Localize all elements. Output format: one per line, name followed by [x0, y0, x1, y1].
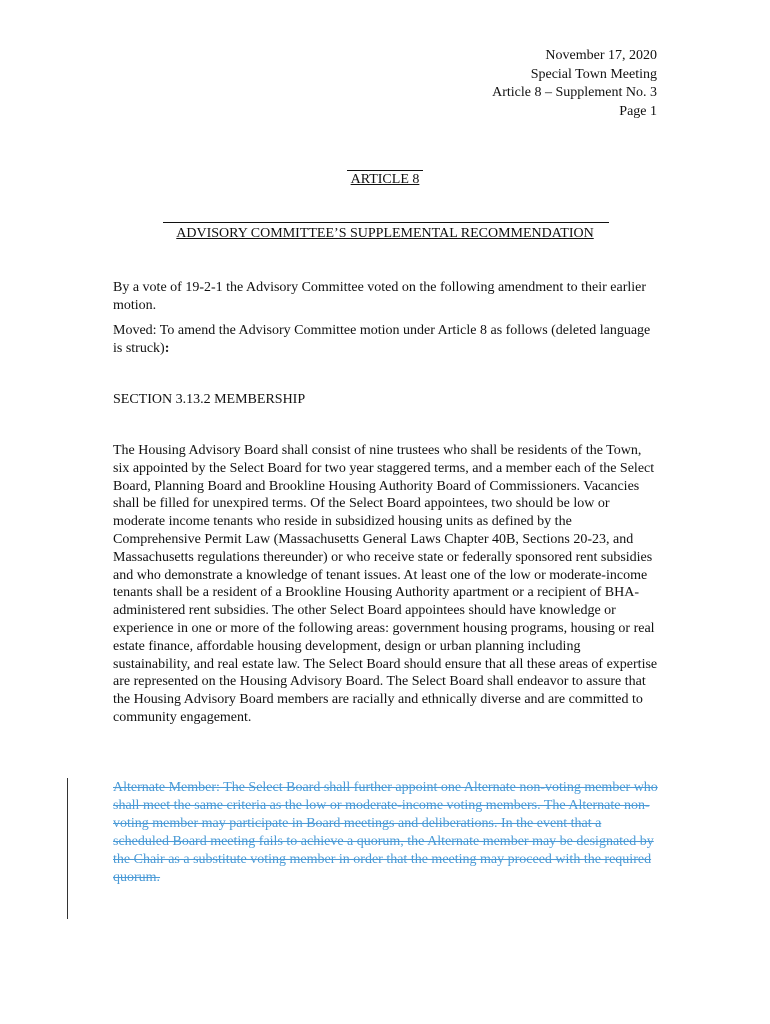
struck-paragraph: Alternate Member: The Select Board shall further appoint one Alternate non-voting member who shall meet the same criteria as the low or moderate-income voting members. The Alternate non-voting member may participate in Board meetings and deliberations. In the event that a scheduled Board meeting fails to achieve a quorum, the Alternate member may be designated by the Chair as a substitute voting member in order that the meeting may proceed with the required quorum.: [113, 780, 658, 885]
recommendation-title: ADVISORY COMMITTEE’S SUPPLEMENTAL RECOMMENDATION: [176, 226, 594, 241]
recommendation-title-rule: [163, 222, 609, 223]
change-bar: [67, 778, 68, 919]
article-title: ARTICLE 8: [350, 172, 420, 187]
moved-paragraph: [113, 322, 658, 358]
article-title-rule: [347, 170, 423, 171]
header-supplement: Article 8 – Supplement No. 3: [492, 85, 657, 100]
vote-paragraph: By a vote of 19-2-1 the Advisory Committee voted on the following amendment to their earlier motion.: [113, 280, 647, 313]
header-date: November 17, 2020: [545, 48, 657, 63]
membership-paragraph: The Housing Advisory Board shall consist of nine trustees who shall be residents of the Town, six appointed by the Select Board for two year staggered terms, and a member each of the Select Board, Planning Board and Brookline Housing Authority Board of Commissioners. Vacancies shall be filled for unexpired terms. Of the Select Board appointees, two should be low or moderate income tenants who reside in subsidized housing units as defined by the Comprehensive Permit Law (Massachusetts General Laws Chapter 40B, Sections 20-23, and Massachusetts regulations thereunder) or who receive state or federally sponsored rent subsidies and who demonstrate a knowledge of tenant issues. At least one of the low or moderate-income tenants shall be a resident of a Brookline Housing Authority apartment or a recipient of BHA-administered rent subsidies. The other Select Board appointees should have knowledge or experience in one or more of the following areas: government housing programs, housing or real estate finance, affordable housing development, design or urban planning including sustainability, and real estate law. The Select Board should ensure that all these areas of expertise are represented on the Housing Advisory Board. The Select Board shall endeavor to assure that the Housing Advisory Board members are racially and ethnically diverse and are committed to community engagement.: [113, 443, 658, 725]
header-page-number: Page 1: [619, 103, 657, 119]
moved-colon: :: [164, 341, 170, 356]
document-header: [492, 47, 657, 121]
header-meeting: Special Town Meeting: [530, 66, 657, 82]
moved-text: Moved: To amend the Advisory Committee motion under Article 8 as follows (deleted language is struck): [113, 323, 651, 356]
section-heading: SECTION 3.13.2 MEMBERSHIP: [113, 392, 306, 407]
